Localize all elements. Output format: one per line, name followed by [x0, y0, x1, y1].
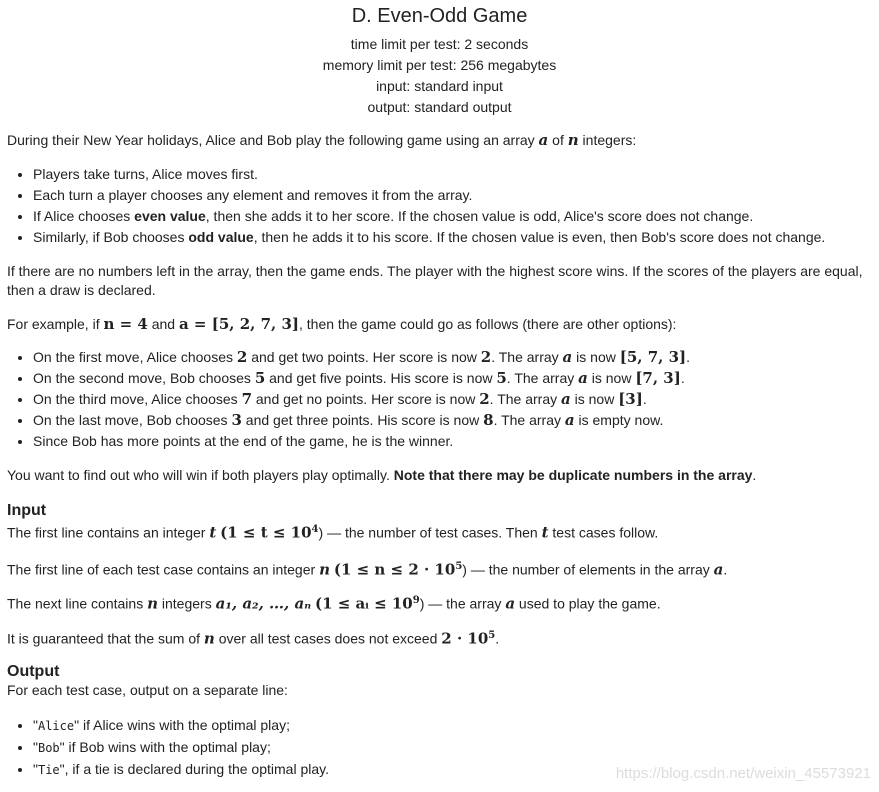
input-type: input: standard input	[376, 78, 503, 94]
game-end-paragraph: If there are no numbers left in the array, then the game ends. The player with the highest score wins. If the scores of the players are equal, then a draw is declared.	[7, 263, 863, 298]
input-heading: Input	[7, 502, 47, 519]
var-n: n	[567, 131, 579, 149]
output-type: output: standard output	[367, 99, 512, 115]
list-item: • On the last move, Bob chooses 3 and get three points. His score is now 8. The array a is empty now.	[33, 410, 869, 431]
list-item: • On the first move, Alice chooses 2 and get two points. Her score is now 2. The array a is now [5, 7, 3].	[33, 347, 869, 368]
example-paragraph: For example, if n = 4 and a = [5, 2, 7, 3], then the game could go as follows (there are other options):	[7, 315, 677, 333]
intro-paragraph: During their New Year holidays, Alice and Bob play the following game using an array a of n integers:	[7, 131, 637, 149]
input-section: Input The first line contains an integer t $(1 \le t \le 10^4)$ — the number of test cases. Then t test cases follow.	[7, 501, 869, 543]
var-a: a	[538, 131, 549, 149]
list-item: • Players take turns, Alice moves first.	[33, 164, 869, 185]
memory-limit: memory limit per test: 256 megabytes	[322, 57, 557, 73]
output-section: Output For each test case, output on a separate line:	[7, 662, 869, 700]
list-item: • On the third move, Alice chooses 7 and get no points. Her score is now 2. The array a is now [3].	[33, 389, 869, 410]
list-item: • On the second move, Bob chooses 5 and get five points. His score is now 5. The array a is now [7, 3].	[33, 368, 869, 389]
list-item: • "Alice" if Alice wins with the optimal play;	[33, 715, 869, 737]
list-item: • "Tie", if a tie is declared during the optimal play.	[33, 759, 869, 781]
optimal-paragraph: You want to find out who will win if both players play optimally. Note that there may be duplicate numbers in the array.	[7, 467, 757, 483]
output-heading: Output	[7, 663, 60, 680]
list-item: • Each turn a player chooses any element and removes it from the array.	[33, 185, 869, 206]
moves-list	[7, 347, 869, 452]
input-line-2: The first line of each test case contains an integer n $(1 \le n \le 2 \cdot 10^5)$ — the number of elements in the array a.	[7, 560, 728, 579]
problem-title: D. Even-Odd Game	[351, 5, 528, 27]
list-item: • If Alice chooses even value, then she adds it to her score. If the chosen value is odd, Alice's score does not change.	[33, 206, 869, 227]
input-line-3: The next line contains n integers a₁, a₂, …, aₙ (1 ≤ aᵢ ≤ $10^9$) — the array a used to play the game.	[7, 594, 661, 613]
list-item: • Since Bob has more points at the end of the game, he is the winner.	[33, 431, 869, 452]
problem-header	[0, 2, 879, 118]
list-item: • Similarly, if Bob chooses odd value, then he adds it to his score. If the chosen value is even, then Bob's score does not change.	[33, 227, 869, 248]
input-line-4: It is guaranteed that the sum of n over all test cases does not exceed $2 \cdot 10^5$.	[7, 629, 500, 648]
watermark: https://blog.csdn.net/weixin_45573921	[615, 765, 871, 782]
rules-list	[7, 164, 869, 248]
list-item: • "Bob" if Bob wins with the optimal play;	[33, 737, 869, 759]
time-limit: time limit per test: 2 seconds	[350, 36, 529, 52]
